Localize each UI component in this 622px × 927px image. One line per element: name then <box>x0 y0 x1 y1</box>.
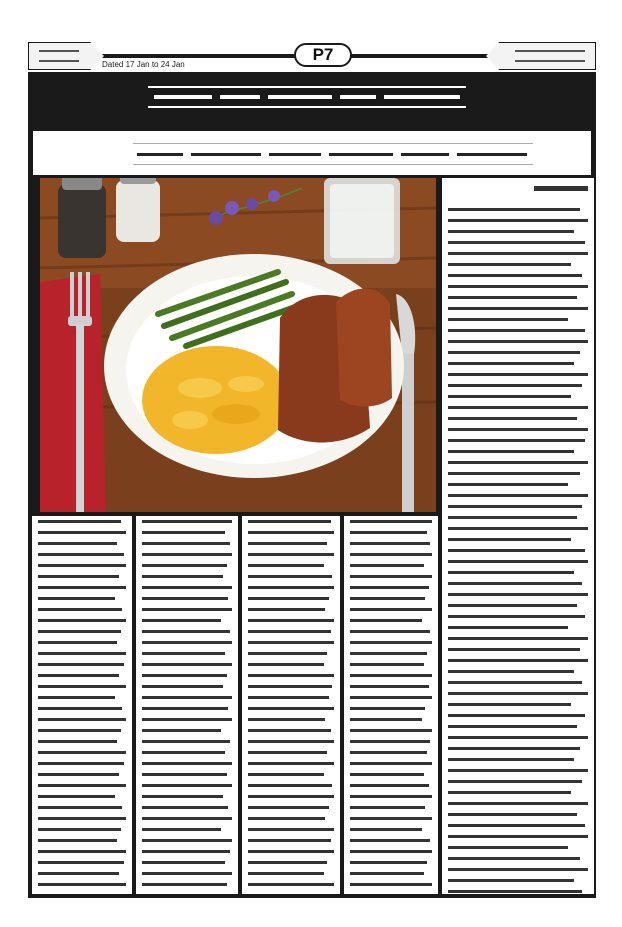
article-column-right <box>442 178 594 894</box>
column-divider <box>238 516 240 894</box>
article-frame <box>28 72 596 898</box>
page-number-badge: P7 <box>294 43 352 67</box>
meal-photo-illustration <box>40 178 436 512</box>
masthead-left-tab <box>28 42 104 70</box>
subheadline-urdu-graphic <box>133 143 533 165</box>
rotini-pasta <box>142 346 290 454</box>
salt-shaker <box>116 178 160 242</box>
subheadline-box <box>32 130 592 176</box>
article-text-right <box>448 208 588 894</box>
issue-date: Dated 17 Jan to 24 Jan <box>102 60 185 69</box>
article-column-4 <box>344 516 438 894</box>
meal-photo <box>40 178 436 512</box>
pepper-shaker <box>58 178 106 258</box>
article-text-col1 <box>38 520 126 894</box>
water-glass <box>324 178 400 264</box>
section-logo-left <box>39 50 79 62</box>
article-column-3 <box>242 516 340 894</box>
masthead-right-tab <box>486 42 596 70</box>
byline <box>448 186 588 194</box>
newspaper-logo <box>515 50 585 62</box>
article-text-col4 <box>350 520 432 894</box>
article-text-col2 <box>142 520 232 894</box>
column-divider <box>132 516 134 894</box>
article-text-col3 <box>248 520 334 894</box>
headline-urdu-graphic <box>148 86 466 108</box>
article-column-2 <box>136 516 238 894</box>
headline-area <box>28 72 596 130</box>
column-divider <box>340 516 342 894</box>
article-column-1 <box>32 516 132 894</box>
